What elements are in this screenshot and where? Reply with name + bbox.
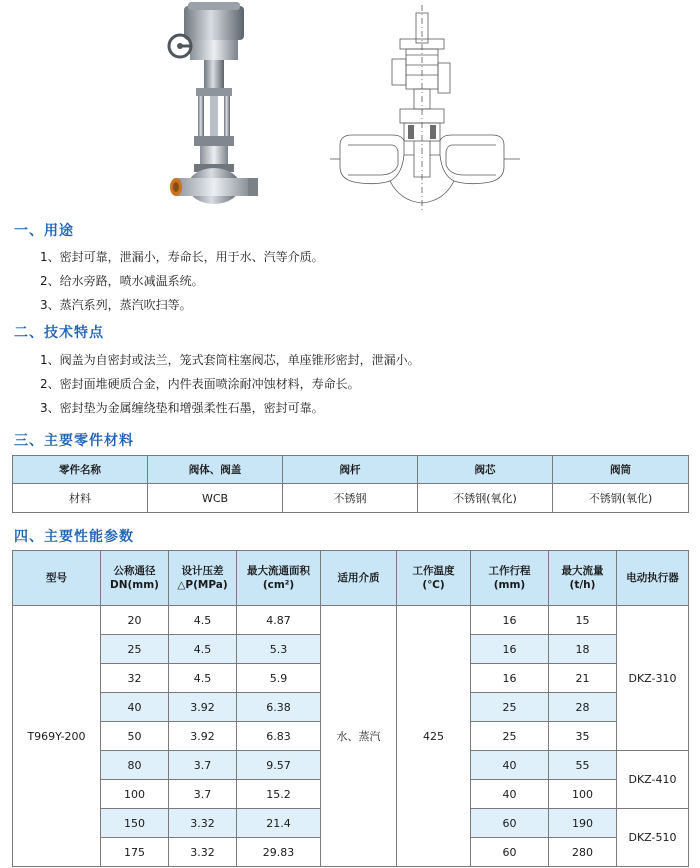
perf-cell-dn: 40	[101, 693, 169, 722]
perf-cell-area: 15.2	[237, 780, 321, 809]
feature-item-1: 1、阀盖为自密封或法兰，笼式套筒柱塞阀芯，单座锥形密封，泄漏小。	[40, 353, 420, 367]
perf-cell-temp: 425	[397, 606, 471, 867]
perf-cell-stroke: 16	[471, 635, 549, 664]
perf-cell-actuator: DKZ-310	[617, 606, 689, 751]
materials-cell-stem: 不锈钢	[283, 484, 418, 513]
perf-cell-area: 5.3	[237, 635, 321, 664]
perf-header-model: 型号	[13, 551, 101, 606]
perf-cell-area: 9.57	[237, 751, 321, 780]
materials-cell-label: 材料	[13, 484, 148, 513]
perf-cell-flow: 55	[549, 751, 617, 780]
materials-cell-body: WCB	[148, 484, 283, 513]
perf-cell-flow: 100	[549, 780, 617, 809]
valve-product-photo	[160, 0, 270, 215]
feature-item-3: 3、密封垫为金属缠绕垫和增强柔性石墨，密封可靠。	[40, 401, 324, 415]
perf-header-temp: 工作温度 (℃)	[397, 551, 471, 606]
perf-cell-area: 21.4	[237, 809, 321, 838]
perf-cell-dp: 3.92	[169, 722, 237, 751]
usage-item-1: 1、密封可靠，泄漏小，寿命长，用于水、汽等介质。	[40, 250, 324, 264]
table-row	[13, 606, 689, 635]
materials-header-plug: 阀芯	[418, 456, 553, 484]
perf-cell-flow: 35	[549, 722, 617, 751]
perf-cell-stroke: 25	[471, 722, 549, 751]
usage-item-3: 3、蒸汽系列，蒸汽吹扫等。	[40, 298, 192, 312]
perf-cell-model: T969Y-200	[13, 606, 101, 867]
perf-cell-flow: 21	[549, 664, 617, 693]
perf-header-medium: 适用介质	[321, 551, 397, 606]
perf-cell-dn: 32	[101, 664, 169, 693]
perf-cell-stroke: 40	[471, 780, 549, 809]
materials-header-cage: 阀筒	[553, 456, 689, 484]
perf-cell-flow: 18	[549, 635, 617, 664]
perf-cell-dn: 100	[101, 780, 169, 809]
perf-cell-dp: 4.5	[169, 606, 237, 635]
perf-cell-dn: 175	[101, 838, 169, 867]
perf-cell-dn: 80	[101, 751, 169, 780]
perf-cell-stroke: 25	[471, 693, 549, 722]
perf-header-dn: 公称通径 DN(mm)	[101, 551, 169, 606]
perf-cell-area: 6.38	[237, 693, 321, 722]
section-heading-performance: 四、主要性能参数	[14, 529, 134, 545]
perf-cell-dn: 25	[101, 635, 169, 664]
perf-cell-dn: 20	[101, 606, 169, 635]
perf-cell-dp: 4.5	[169, 664, 237, 693]
perf-cell-actuator: DKZ-410	[617, 751, 689, 809]
perf-cell-dp: 3.7	[169, 751, 237, 780]
perf-cell-stroke: 60	[471, 838, 549, 867]
perf-cell-dp: 3.92	[169, 693, 237, 722]
usage-item-2: 2、给水旁路，喷水减温系统。	[40, 274, 204, 288]
performance-table	[12, 550, 689, 867]
perf-cell-stroke: 16	[471, 664, 549, 693]
perf-cell-dp: 4.5	[169, 635, 237, 664]
perf-header-actuator: 电动执行器	[617, 551, 689, 606]
perf-cell-area: 29.83	[237, 838, 321, 867]
perf-cell-flow: 15	[549, 606, 617, 635]
perf-cell-stroke: 16	[471, 606, 549, 635]
materials-cell-plug: 不锈钢(氧化)	[418, 484, 553, 513]
perf-cell-dp: 3.7	[169, 780, 237, 809]
materials-header-stem: 阀杆	[283, 456, 418, 484]
materials-table	[12, 455, 689, 513]
perf-header-flow: 最大流量 (t/h)	[549, 551, 617, 606]
perf-cell-flow: 190	[549, 809, 617, 838]
perf-cell-medium: 水、蒸汽	[321, 606, 397, 867]
section-heading-features: 二、技术特点	[14, 325, 104, 341]
section-heading-usage: 一、用途	[14, 223, 74, 239]
perf-cell-dn: 50	[101, 722, 169, 751]
materials-header-body: 阀体、阀盖	[148, 456, 283, 484]
perf-cell-area: 6.83	[237, 722, 321, 751]
perf-header-stroke: 工作行程 (mm)	[471, 551, 549, 606]
perf-header-dp: 设计压差 △P(MPa)	[169, 551, 237, 606]
perf-cell-flow: 280	[549, 838, 617, 867]
perf-cell-actuator: DKZ-510	[617, 809, 689, 867]
section-heading-materials: 三、主要零件材料	[14, 433, 134, 449]
perf-cell-stroke: 40	[471, 751, 549, 780]
perf-cell-dn: 150	[101, 809, 169, 838]
materials-header-part: 零件名称	[13, 456, 148, 484]
feature-item-2: 2、密封面堆硬质合金，内件表面喷涂耐冲蚀材料，寿命长。	[40, 377, 360, 391]
perf-cell-area: 5.9	[237, 664, 321, 693]
perf-cell-area: 4.87	[237, 606, 321, 635]
materials-cell-cage: 不锈钢(氧化)	[553, 484, 689, 513]
perf-cell-flow: 28	[549, 693, 617, 722]
perf-cell-dp: 3.32	[169, 809, 237, 838]
valve-section-drawing	[330, 5, 520, 215]
perf-cell-stroke: 60	[471, 809, 549, 838]
perf-cell-dp: 3.32	[169, 838, 237, 867]
perf-header-area: 最大流通面积 (cm²)	[237, 551, 321, 606]
